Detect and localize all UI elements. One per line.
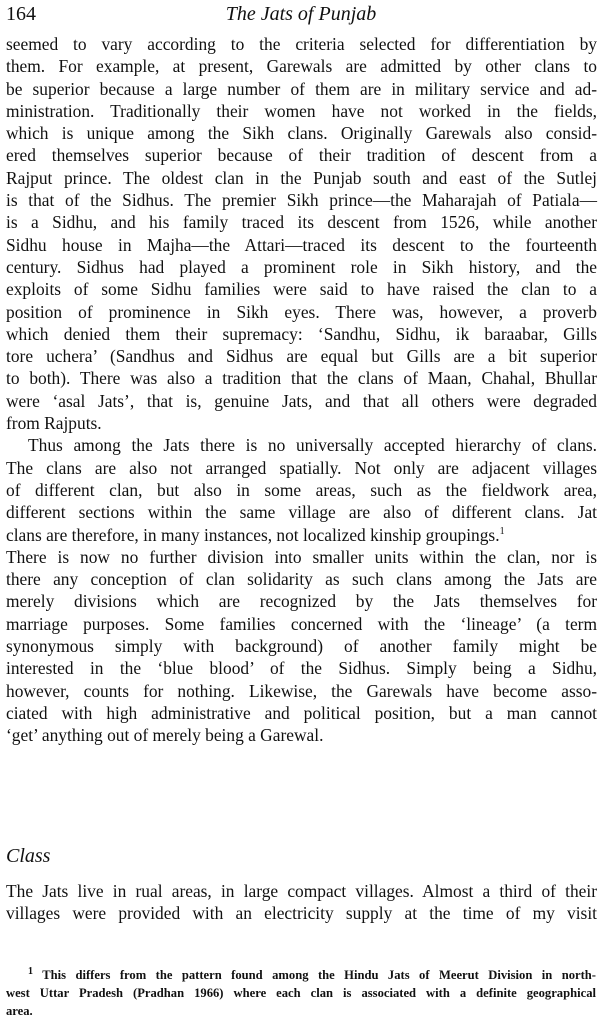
text-line: marriage purposes. Some families concerned with the ‘lineage’ (a term bbox=[6, 613, 597, 634]
paragraph-class bbox=[6, 880, 597, 925]
text-line: tore uchera’ (Sandhus and Sidhus are equal but Gills are a bit superior bbox=[6, 346, 597, 367]
text-line: were ‘asal Jats’, that is, genuine Jats, and that all others were degraded bbox=[6, 390, 597, 411]
text-line: be superior because a large number of them are in military service and ad- bbox=[6, 78, 597, 99]
text-line: is a Sidhu, and his family traced its descent from 1526, while another bbox=[6, 212, 597, 233]
text-line: merely divisions which are recognized by the Jats themselves for bbox=[6, 591, 597, 612]
text-line: century. Sidhus had played a prominent role in Sikh history, and the bbox=[6, 256, 597, 277]
text-line: which is unique among the Sikh clans. Originally Garewals also consid- bbox=[6, 123, 597, 144]
footnote-line bbox=[6, 966, 596, 984]
text-line: There is now no further division into smaller units within the clan, nor is bbox=[6, 546, 597, 567]
footnote-text: This differs from the pattern found among the Hindu Jats of Meerut Division in north- bbox=[42, 968, 597, 982]
text-line: is that of the Sidhus. The premier Sikh prince—the Maharajah of Patiala— bbox=[6, 190, 597, 211]
body-text bbox=[6, 33, 597, 747]
text-line: The Jats live in rual areas, in large compact villages. Almost a third of their bbox=[6, 881, 597, 901]
footnote-number: 1 bbox=[28, 965, 33, 977]
footnote bbox=[6, 966, 596, 1020]
text-line: of different clan, but also in some areas, such as the fieldwork area, bbox=[6, 479, 597, 500]
text-line: ciated with high administrative and political position, but a man cannot bbox=[6, 702, 597, 723]
page-number: 164 bbox=[6, 3, 36, 25]
footnote-marker: 1 bbox=[499, 525, 505, 537]
text-line-with-footnote bbox=[6, 524, 597, 546]
page-header bbox=[6, 3, 596, 29]
text-line: them. For example, at present, Garewals are admitted by other clans to bbox=[6, 56, 597, 77]
text-line: position of prominence in Sikh eyes. There was, however, a proverb bbox=[6, 301, 597, 322]
text-line: seemed to vary according to the criteria selected for differentiation by bbox=[6, 34, 597, 54]
text-line: Thus among the Jats there is no universally accepted hierarchy of clans. bbox=[28, 435, 597, 456]
text-line: The clans are also not arranged spatially. Not only are adjacent villages bbox=[6, 457, 597, 478]
text-line: villages were provided with an electricity supply at the time of my visit bbox=[6, 903, 597, 924]
text-line: ‘get’ anything out of merely being a Garewal. bbox=[6, 725, 324, 746]
text-line: from Rajputs. bbox=[6, 413, 102, 434]
running-title: The Jats of Punjab bbox=[225, 3, 377, 25]
text-line: different sections within the same village are also of different clans. Jat bbox=[6, 502, 597, 523]
text-line: however, counts for nothing. Likewise, the Garewals have become asso- bbox=[6, 680, 597, 701]
footnote-line: west Uttar Pradesh (Pradhan 1966) where each clan is associated with a definite geographical bbox=[6, 986, 596, 1000]
text-line: Rajput prince. The oldest clan in the Punjab south and east of the Sutlej bbox=[6, 167, 597, 188]
text-line: ministration. Traditionally their women have not worked in the fields, bbox=[6, 100, 597, 121]
text-line: synonymous simply with background) of another family might be bbox=[6, 636, 597, 657]
text-line: clans are therefore, in many instances, not localized kinship groupings. bbox=[6, 524, 500, 545]
text-line: interested in the ‘blue blood’ of the Sidhus. Simply being a Sidhu, bbox=[6, 658, 597, 679]
text-line: there any conception of clan solidarity as such clans among the Jats are bbox=[6, 569, 597, 590]
text-line: exploits of some Sidhu families were said to have raised the clan to a bbox=[6, 279, 597, 300]
text-line: to both). There was also a tradition that the clans of Maan, Chahal, Bhullar bbox=[6, 368, 597, 389]
section-heading-class: Class bbox=[6, 845, 51, 867]
footnote-line: area. bbox=[6, 1004, 33, 1018]
text-line: which denied them their supremacy: ‘Sandhu, Sidhu, ik baraabar, Gills bbox=[6, 323, 597, 344]
text-line: ered themselves superior because of their tradition of descent from a bbox=[6, 145, 597, 166]
paragraph-clan-hierarchy bbox=[6, 33, 597, 434]
text-line: Sidhu house in Majha—the Attari—traced its descent to the fourteenth bbox=[6, 234, 597, 255]
paragraph-clan-spatial bbox=[6, 434, 597, 746]
